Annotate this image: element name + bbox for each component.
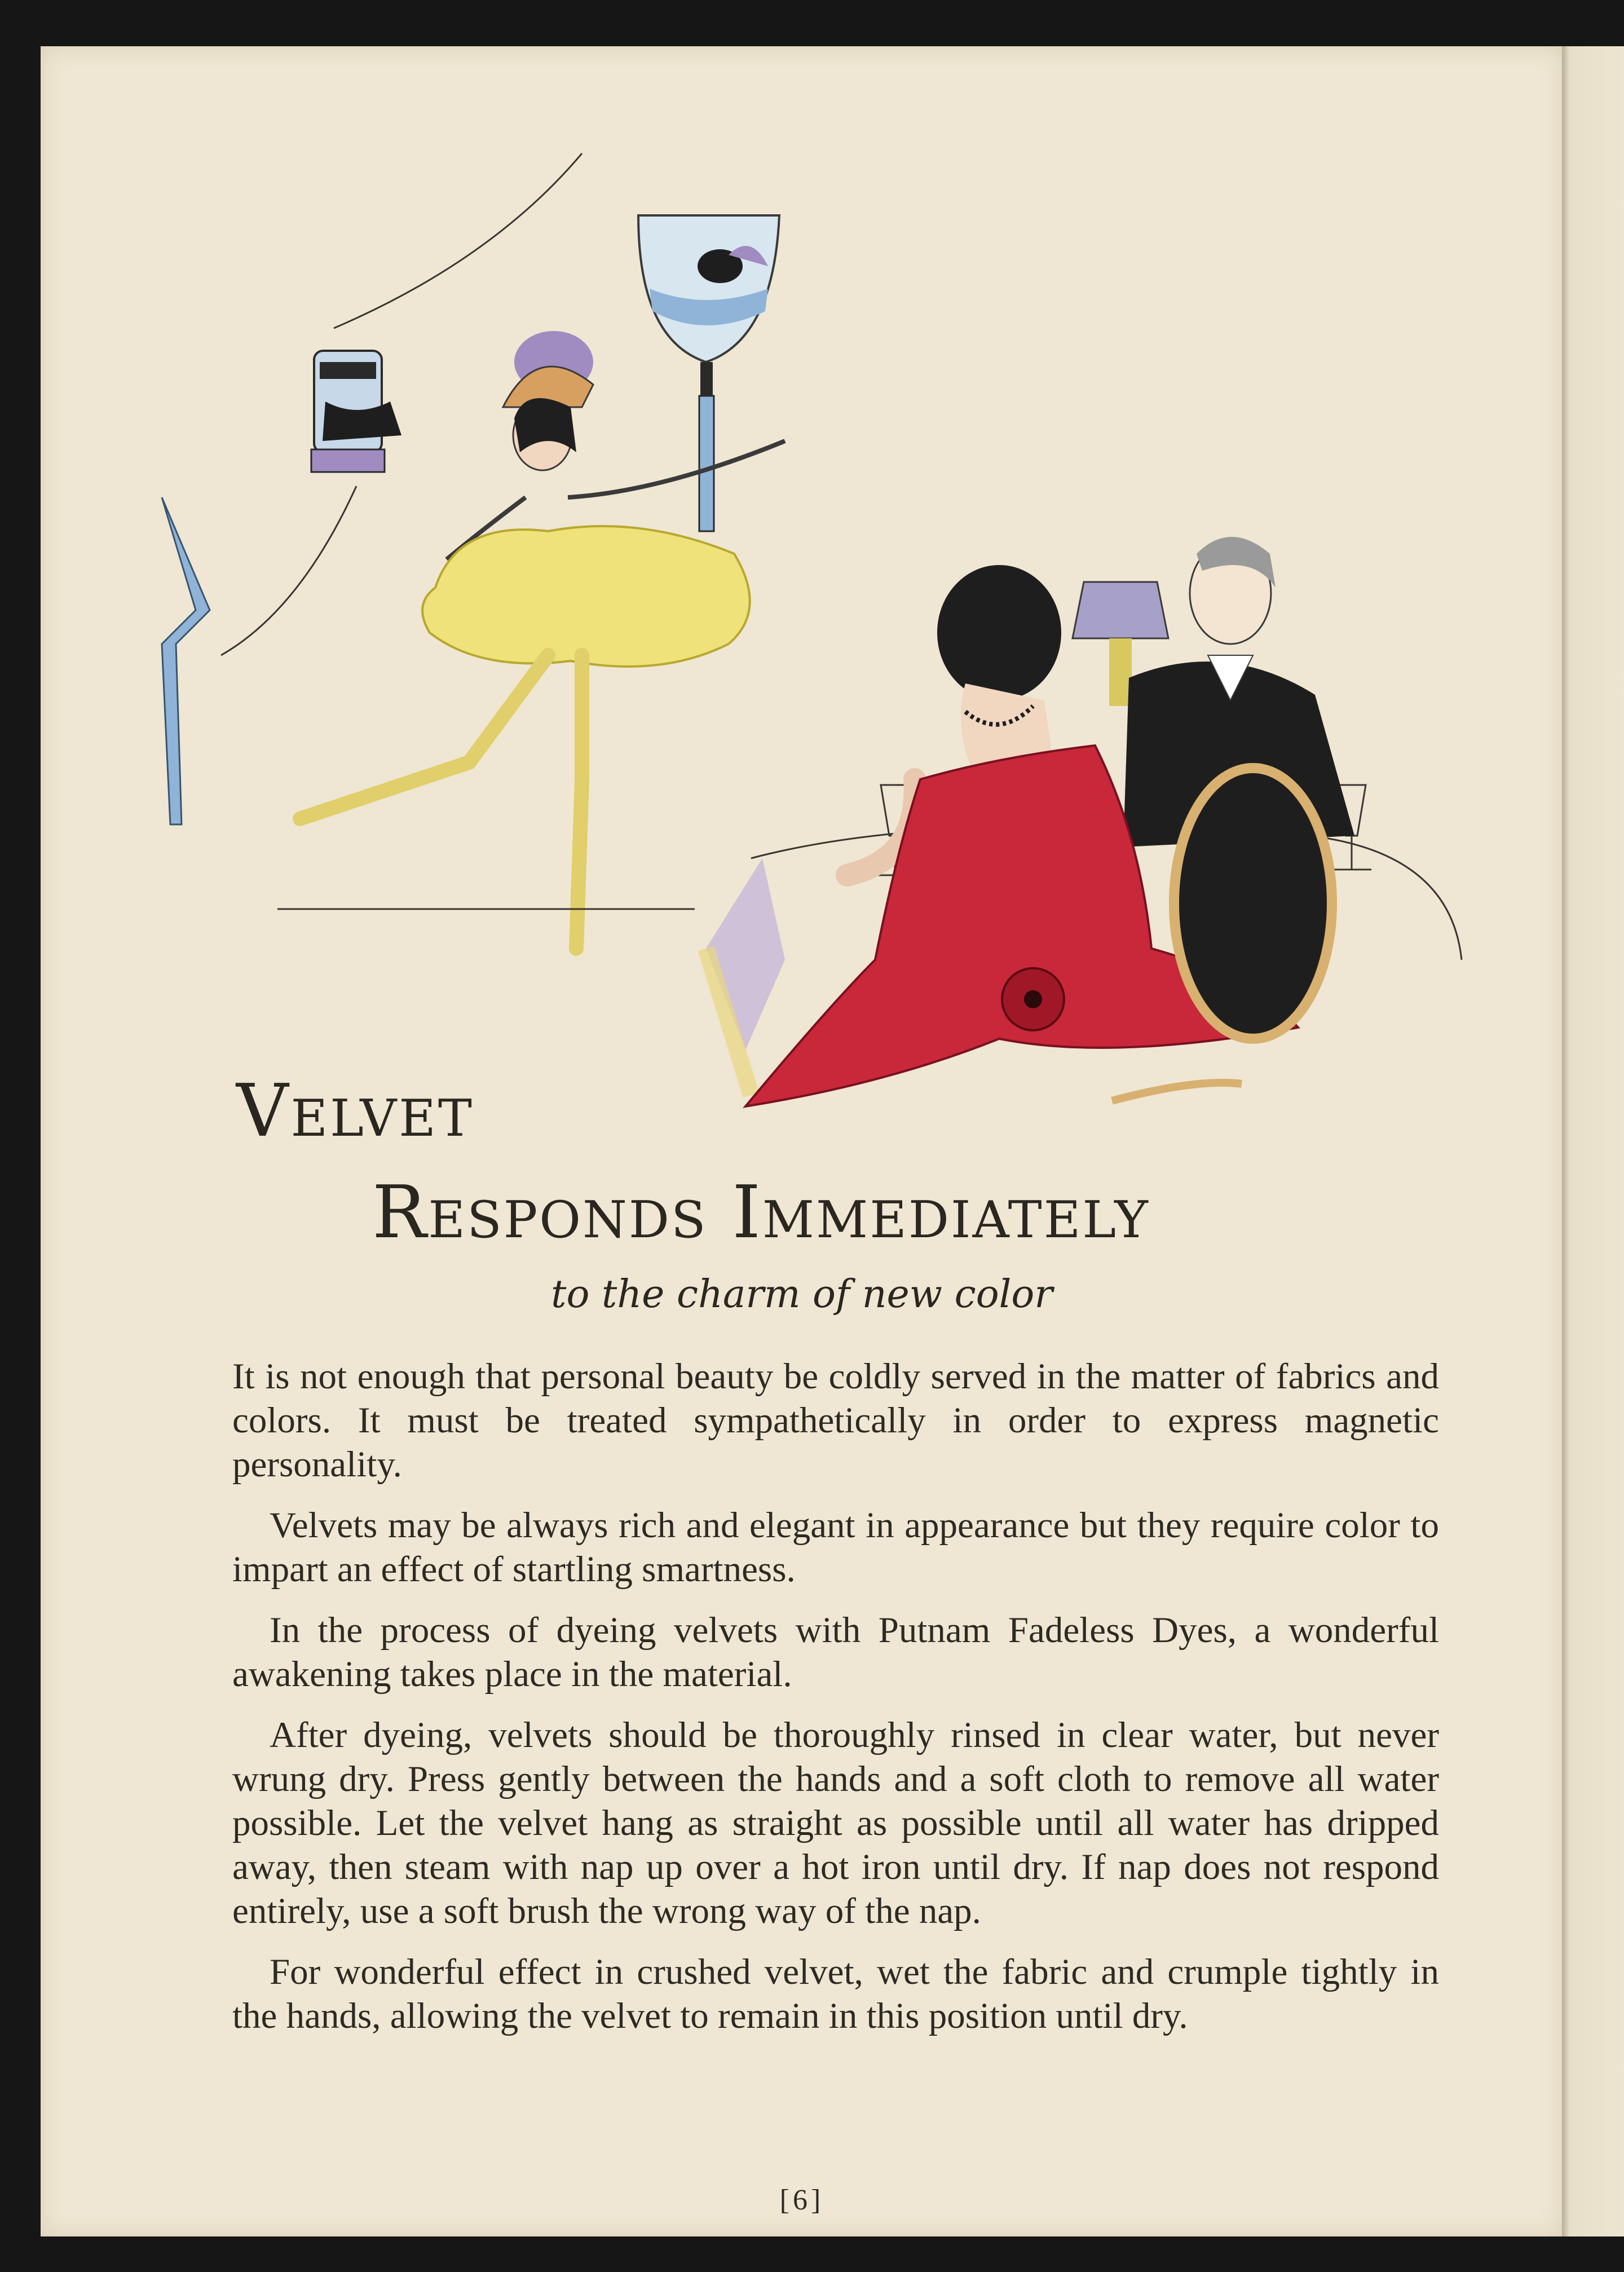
paragraph: For wonderful effect in crushed velvet, wet the fabric and crumple tightly in the hands, allowing the velvet to remain in this position until dry. bbox=[232, 1952, 1439, 2036]
lantern-icon bbox=[311, 351, 401, 472]
heading-velvet: Velvet bbox=[236, 1069, 474, 1153]
paragraph: It is not enough that personal beauty be coldly served in the matter of fabrics and colors. It must be treated sympathetically in order to express magnetic personality. bbox=[232, 1356, 1439, 1485]
paragraph: After dyeing, velvets should be thoroughly rinsed in clear water, but never wrung dry. Press gently between the hands and a soft cloth to remove all water possible. Let the velvet hang as straight as possible until all water has dripped away, then steam with nap up over a hot iron until dry. If nap does not respond entirely, use a soft brush the wrong way of the nap. bbox=[232, 1715, 1439, 1931]
page-number: [6] bbox=[779, 2184, 824, 2216]
facing-page-edge bbox=[1562, 46, 1624, 2236]
restaurant-dancer-illustration bbox=[41, 46, 1563, 1153]
paragraph: In the process of dyeing velvets with Putnam Fadeless Dyes, a wonderful awakening takes place in the material. bbox=[232, 1610, 1439, 1695]
paragraph: Velvets may be always rich and elegant in appearance but they require color to impart an effect of startling smartness. bbox=[232, 1505, 1439, 1590]
booklet-page bbox=[41, 46, 1563, 2236]
article-body bbox=[232, 1355, 1439, 2055]
subtitle: to the charm of new color bbox=[551, 1272, 1053, 1317]
heading-responds-immediately: Responds Immediately bbox=[372, 1171, 1150, 1255]
